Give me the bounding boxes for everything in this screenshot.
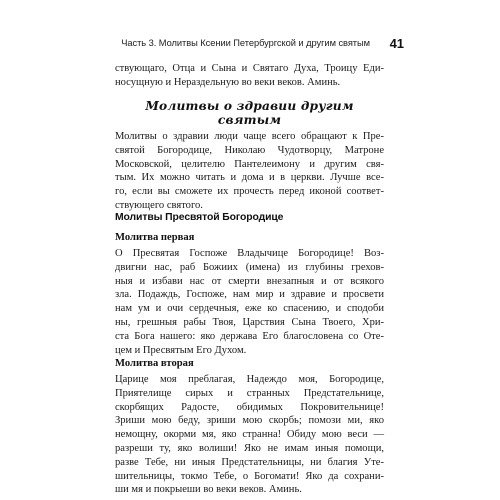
running-title: Часть 3. Молитвы Ксении Петербургской и другим святым — [121, 38, 370, 48]
text-line: святой Богородице, Николаю Чудотворцу, Матроне — [115, 144, 384, 156]
text-line: зла. Подаждь, Госпоже, нам мир и здравие и просвети — [115, 289, 384, 301]
prayer-heading: Молитва первая — [115, 232, 195, 243]
running-header — [96, 37, 404, 51]
text-line: шительницы, токмо Тебе, о Богомати! Яко да сохрани- — [115, 470, 384, 482]
text-line: Приятелище сирых и странных Предстательнице, — [115, 387, 384, 399]
page-number: 41 — [389, 36, 404, 51]
text-line: О Пресвятая Госпоже Владычице Богородице! Воз- — [115, 248, 384, 259]
text-line: двигни нас, раб Божиих (имена) из глубины грехов- — [115, 261, 384, 273]
text-line: тым. Их можно читать и дома и в церкви. Лучше все- — [115, 172, 384, 184]
prayer-text — [115, 373, 384, 497]
text-line: ши мя и покрыеши во веки веков. Аминь. — [115, 484, 302, 496]
section-title: Молитвы о здравии другим святым — [145, 99, 354, 127]
text-line: Царице моя преблагая, Надеждо моя, Богородице, — [115, 374, 384, 385]
text-line: разреши ту, яко волиши! Яко не имам иныя помощи, — [115, 442, 384, 454]
text-line: ствующаго, Отца и Сына и Святаго Духа, Троицу Еди- — [115, 63, 384, 74]
text-line: ныя и избави нас от смерти внезапныя и от всякого — [115, 275, 384, 287]
subsection-title: Молитвы Пресвятой Богородице — [115, 212, 284, 223]
prayer-text — [115, 247, 384, 357]
text-line: Молитвы о здравии люди чаще всего обращают к Пре- — [115, 131, 384, 142]
text-line: разве Тебе, ни иныя Предстательницы, ни благия Уте- — [115, 456, 384, 468]
text-line: носущную и Нераздельную во веки веков. Аминь. — [115, 76, 341, 88]
text-line: цем и Пресвятым Его Духом. — [115, 344, 247, 356]
section-intro-paragraph — [115, 130, 384, 213]
text-line: го, если вы сможете их прочесть перед иконой соответ- — [115, 186, 384, 198]
text-line: нам ум и очи сердечныя, еже ко спасению, и сподоби — [115, 303, 384, 315]
text-line: ствующего святого. — [115, 199, 203, 211]
text-line: Московской, целителю Пантелеимону и другим свя- — [115, 158, 384, 170]
text-line: скорбящих Радосте, обидимых Покровительнице! — [115, 401, 384, 413]
prayer-heading: Молитва вторая — [115, 358, 194, 369]
text-line: ста Бога нашего: яко держава Его благословена со Оте- — [115, 330, 384, 342]
text-line: ны, грешныя рабы Твоя, Царствия Сына Твоего, Хри- — [115, 316, 384, 328]
text-line: Зриши мою беду, зриши мою скорбь; помози ми, яко — [115, 415, 384, 427]
continued-paragraph — [115, 62, 384, 90]
text-line: немощну, окорми мя, яко странна! Обиду мою веси — — [115, 429, 384, 441]
